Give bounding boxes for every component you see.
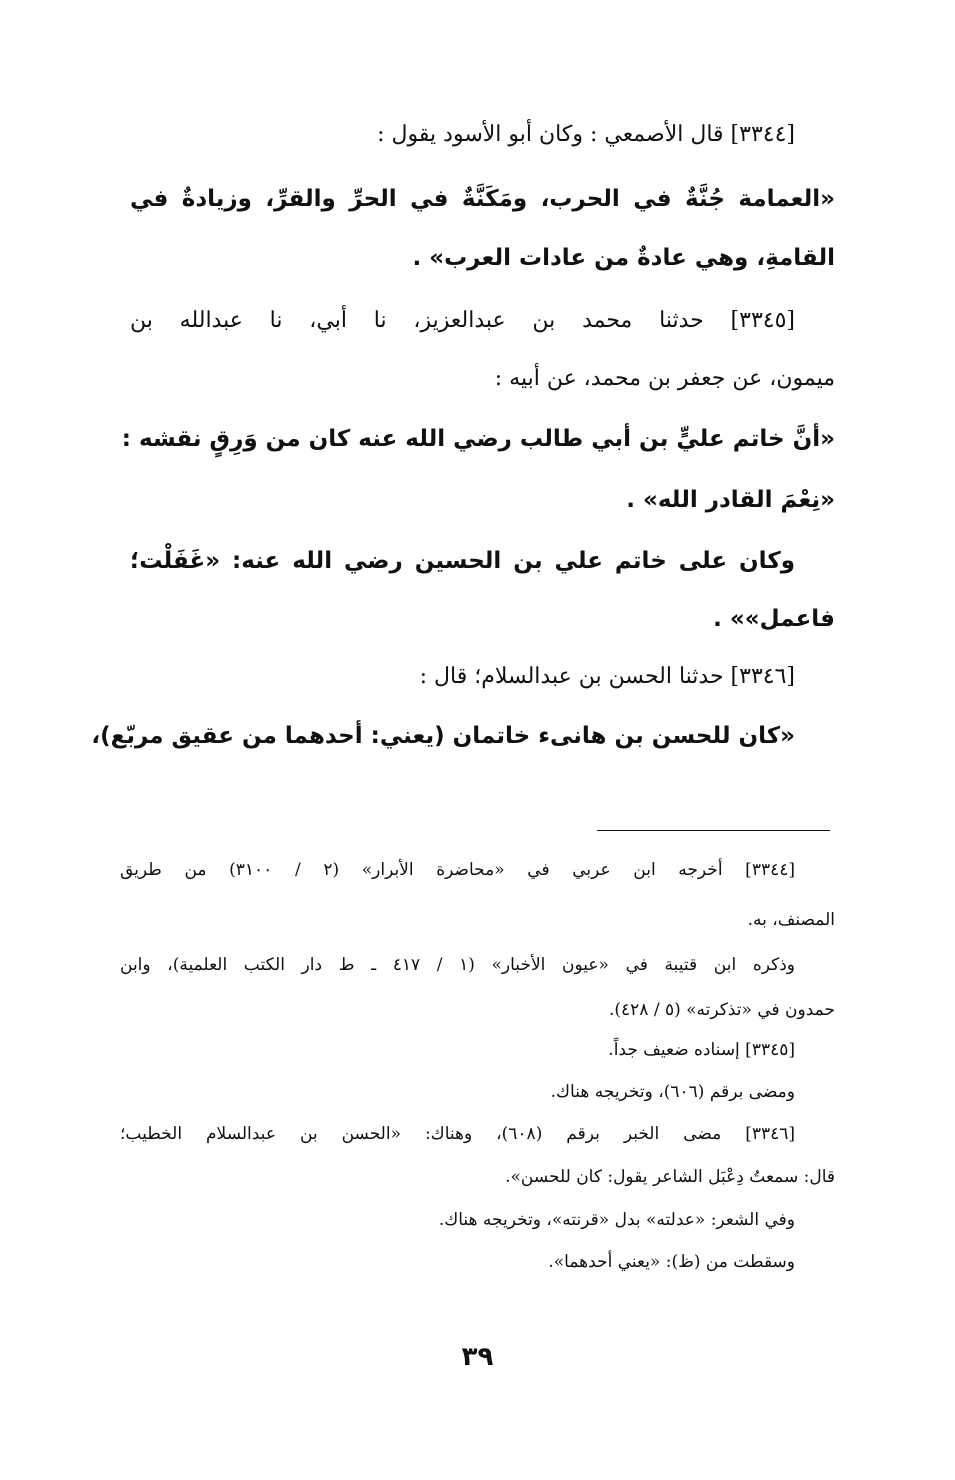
footnote-3344-line-1: [٣٣٤٤] أخرجه ابن عربي في «محاضرة الأبرار» (٢ / ٣١٠٠) من طريق xyxy=(120,860,795,880)
footnote-3344-line-2: المصنف، به. xyxy=(747,910,835,930)
entry-3345-second-quote-line-2: فاعمل»» . xyxy=(713,606,835,632)
footnote-3345-line-1: [٣٣٤٥] إسناده ضعيف جداً. xyxy=(608,1040,795,1060)
entry-3345-quote-line-2: «نِعْمَ القادر الله» . xyxy=(626,487,835,513)
footnote-3345-line-2: ومضى برقم (٦٠٦)، وتخريجه هناك. xyxy=(550,1082,795,1102)
footnote-3344-line-4: حمدون في «تذكرته» (٥ / ٤٢٨). xyxy=(608,1000,835,1020)
footnote-3346-line-2: قال: سمعتُ دِعْبَل الشاعر يقول: كان للحسن». xyxy=(505,1167,835,1187)
entry-3345-heading-line-2: ميمون، عن جعفر بن محمد، عن أبيه : xyxy=(494,366,835,391)
entry-3345-quote-line-1: «أنَّ خاتم عليٍّ بن أبي طالب رضي الله عنه كان من وَرِقٍ نقشه : xyxy=(121,426,835,452)
entry-3344-quote-line-2: القامةِ، وهي عادةٌ من عادات العرب» . xyxy=(412,245,835,271)
footnote-3344-line-3: وذكره ابن قتيبة في «عيون الأخبار» (١ / ٤١٧ ـ ط دار الكتب العلمية)، وابن xyxy=(120,955,795,975)
entry-3346-heading: [٣٣٤٦] حدثنا الحسن بن عبدالسلام؛ قال : xyxy=(419,664,795,689)
footnote-separator xyxy=(597,830,830,831)
entry-3344-quote-line-1: «العمامة جُنَّةٌ في الحرب، ومَكَنَّةٌ في الحرِّ والقرِّ، وزيادةٌ في xyxy=(130,186,835,212)
entry-3346-quote-line-1: «كان للحسن بن هانىء خاتمان (يعني: أحدهما من عقيق مربّع)، xyxy=(91,723,795,749)
entry-3345-heading-line-1: [٣٣٤٥] حدثنا محمد بن عبدالعزيز، نا أبي، نا عبدالله بن xyxy=(130,308,795,333)
footnote-3346-line-1: [٣٣٤٦] مضى الخبر برقم (٦٠٨)، وهناك: «الحسن بن عبدالسلام الخطيب؛ xyxy=(120,1124,795,1144)
entry-3344-heading: [٣٣٤٤] قال الأصمعي : وكان أبو الأسود يقول : xyxy=(377,122,795,147)
footnote-3346-line-3: وفي الشعر: «عدلته» بدل «قرنته»، وتخريجه هناك. xyxy=(438,1210,795,1230)
footnote-3346-line-4: وسقطت من (ظ): «يعني أحدهما». xyxy=(548,1252,795,1272)
entry-3345-second-quote-line-1: وكان على خاتم علي بن الحسين رضي الله عنه: «غَفَلْت؛ xyxy=(130,548,795,574)
page-number: ٣٩ xyxy=(461,1342,494,1372)
